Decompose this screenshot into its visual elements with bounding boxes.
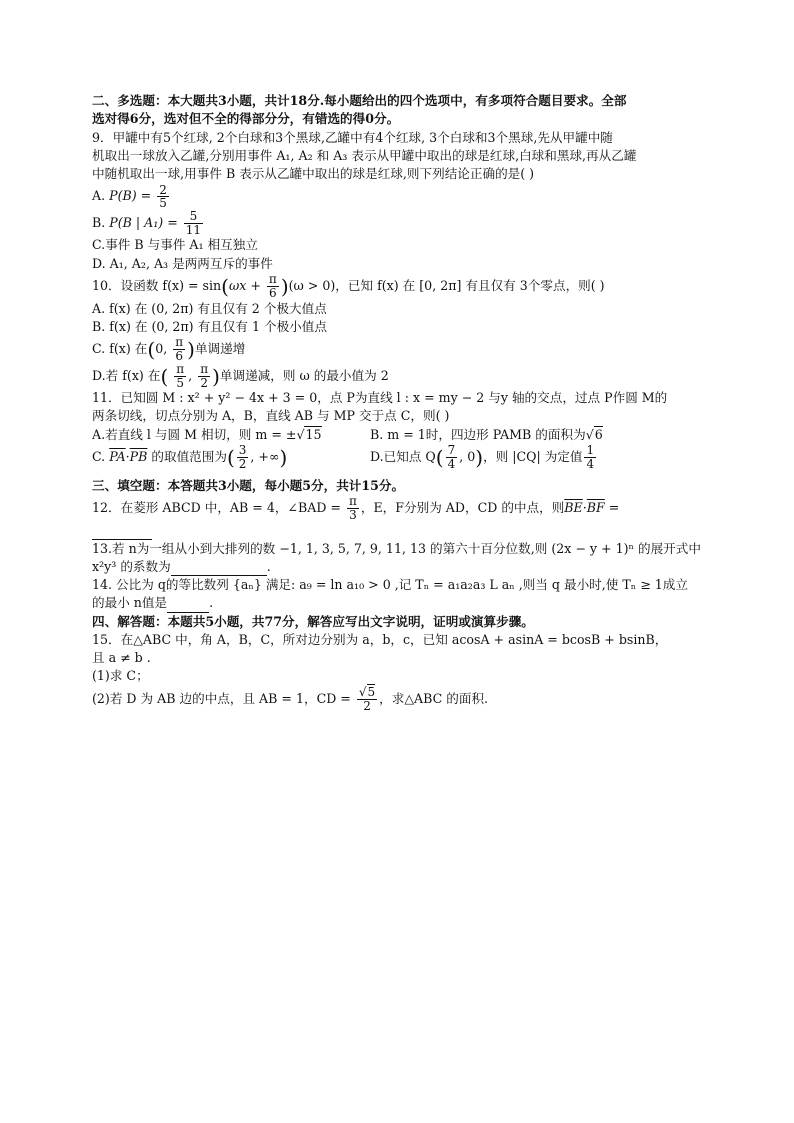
q14-stem-line1: 14. 公比为 q的等比数列 {aₙ} 满足: a₉ = ln a₁₀ > 0 ,记 Tₙ = a₁a₂a₃ L aₙ ,则当 q 最小时,使 Tₙ ≥ 1成立	[92, 577, 688, 593]
q9-stem-line1: 9．甲罐中有5个红球, 2个白球和3个黑球,乙罐中有4个红球, 3个白球和3个黑球,先从甲罐中随	[92, 129, 613, 145]
q9-option-c: C.事件 B 与事件 A₁ 相互独立	[92, 237, 258, 253]
q12-answer-line	[92, 521, 704, 539]
q15-part1: (1)求 C；	[92, 668, 149, 684]
q11-stem-line1: 11．已知圆 M : x² + y² − 4x + 3 = 0，点 P为直线 l : x = my − 2 与y 轴的交点，过点 P作圆 M的	[92, 390, 668, 406]
q12-stem: 12．在菱形 ABCD 中，AB = 4，∠BAD = $\frac{\pi}{3}$ ，E，F分别为 AD，CD 的中点，则$\overline{BE}\cdot\overline{BF}$ =	[92, 494, 620, 522]
q13-stem-line1: 13.若 n为一组从小到大排列的数 −1, 1, 3, 5, 7, 9, 11, 13 的第六十百分位数,则 (2x − y + 1)ⁿ 的展开式中	[92, 540, 701, 556]
q10-option-b: B. f(x) 在 (0, 2π) 有且仅有 1 个极小值点	[92, 318, 327, 334]
q14-answer-blank[interactable]	[167, 598, 209, 613]
q9-option-b: B. P(B | A₁) = $\frac{5}{11}$	[92, 209, 202, 237]
q14-stem-line2: 的最小 n值是 .	[92, 594, 704, 612]
q15-part2: (2)若 D 为 AB 边的中点，且 AB = 1，CD = $\frac{√5}{2}$ ，求△ABC 的面积.	[92, 685, 489, 713]
exam-page	[92, 92, 704, 712]
q11-option-d: D.已知点 Q( $\frac{7}{4}$ , 0)，则 |CQ| 为定值 $\frac{1}{4}$	[370, 443, 595, 471]
q10-stem: 10．设函数 f(x) = sin(ωx + $\frac{\pi}{6}$ )(ω > 0)，已知 f(x) 在 [0, 2π] 有且仅有 3个零点，则( )	[92, 272, 605, 300]
q15-stem-line2: 且 a ≠ b .	[92, 650, 151, 666]
q10-option-d: D.若 f(x) 在( $\frac{\pi}{5}$ , $\frac{\pi}{2}$ )单调递减，则 ω 的最小值为 2	[92, 362, 389, 390]
section2-header-line2: 选对得6分，选对但不全的得部分分，有错选的得0分。	[92, 111, 400, 127]
q9-option-a: A. P(B) = $\frac{2}{5}$	[92, 182, 167, 211]
section4-header: 四、解答题：本题共5小题，共77分，解答应写出文字说明，证明或演算步骤。	[92, 613, 534, 629]
q12-answer-blank[interactable]	[92, 525, 152, 540]
q13-stem-line2: x²y³ 的系数为 .	[92, 558, 704, 576]
q9-b-fraction: $\frac{5}{11}$	[185, 209, 202, 237]
q15-stem-line1: 15．在△ABC 中，角 A，B，C，所对边分别为 a，b，c，已知 acosA + asinA = bcosB + bsinB，	[92, 631, 668, 647]
q11-option-a: A.若直线 l 与圆 M 相切，则 m = ±√15	[92, 426, 322, 442]
q11-option-b: B. m = 1时，四边形 PAMB 的面积为√6	[370, 426, 603, 442]
q13-answer-blank[interactable]	[171, 561, 267, 576]
q9-a-fraction: $\frac{2}{5}$	[159, 182, 167, 211]
section2-header-line1: 二、多选题：本大题共3小题，共计18分.每小题给出的四个选项中，有多项符合题目要求。全部	[92, 93, 627, 108]
q11-options-ab	[92, 426, 704, 444]
q9-stem-line2: 机取出一球放入乙罐,分别用事件 A₁, A₂ 和 A₃ 表示从甲罐中取出的球是红球,白球和黑球,再从乙罐	[92, 147, 637, 163]
q11-option-c: C. $\overline{PA}\cdot\overline{PB}$ 的取值范围为( $\frac{3}{2}$ , +∞)	[92, 443, 288, 471]
q10-option-a: A. f(x) 在 (0, 2π) 有且仅有 2 个极大值点	[92, 300, 327, 316]
q9-stem-line3: 中随机取出一球,用事件 B 表示从乙罐中取出的球是红球,则下列结论正确的是( )	[92, 166, 535, 181]
q11-options-cd	[92, 444, 704, 471]
q10-option-c: C. f(x) 在(0, $\frac{\pi}{6}$ )单调递增	[92, 335, 246, 364]
q9-option-d: D. A₁, A₂, A₃ 是两两互斥的事件	[92, 255, 273, 271]
q11-stem-line2: 两条切线，切点分别为 A，B，直线 AB 与 MP 交于点 C，则( )	[92, 408, 450, 424]
section3-header: 三、填空题：本答题共3小题，每小题5分，共计15分。	[92, 477, 405, 493]
q10-pi-over-6: $\frac{\pi}{6}$	[268, 272, 277, 300]
